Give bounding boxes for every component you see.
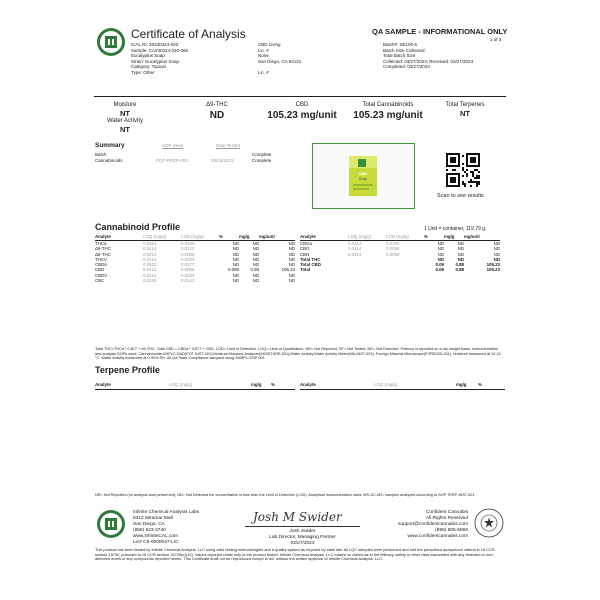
summary-row-batch-status: Complete (252, 152, 272, 157)
mgg-value: ND (252, 272, 259, 278)
percent-value: 0.088 (228, 267, 239, 273)
mgunit-value: ND (288, 262, 295, 268)
summary-col-date: Date Tested (216, 143, 240, 148)
moisture-block: Moisture NT Water Activity NT (106, 102, 144, 134)
loq-value: 0.0414 (143, 267, 157, 273)
table-row (300, 267, 500, 272)
terpene-header-right: Analyte LOQ (mg/g) mg/g % (300, 382, 505, 390)
qr-caption: Scan to see results (437, 193, 484, 199)
header-divider (94, 96, 506, 97)
mgg-value: ND (252, 278, 259, 284)
cannabinoid-rows-left (95, 241, 295, 284)
mgunit-value: ND (288, 251, 295, 257)
lod-value: 0.0122 (181, 246, 195, 252)
header-loq: LOQ (mg/g) (143, 234, 181, 241)
header-percent: % (219, 234, 239, 241)
lod-value: 0.0177 (181, 262, 195, 268)
percent-value: 0.09 (435, 267, 444, 273)
confident-cannabis-seal (474, 508, 504, 538)
header-mgg: mg/g (239, 234, 259, 241)
loq-value: 0.0414 (348, 241, 362, 246)
analyte-name: CBGa (300, 241, 312, 246)
lod-value: 0.0142 (181, 278, 195, 284)
box-brand: CBD (358, 171, 368, 176)
mgg-value: 0.88 (250, 267, 259, 273)
percent-value: ND (437, 246, 444, 252)
table-row (95, 278, 295, 283)
loq-value: 0.0414 (143, 272, 157, 278)
lod-value (386, 267, 424, 272)
cannabinoid-table-right (300, 234, 500, 273)
mgg-value: ND (252, 241, 259, 246)
total-cannabinoids-block: Total Cannabinoids 105.23 mg/unit (353, 102, 423, 121)
mgunit-value: ND (288, 246, 295, 252)
sample-info: ICAL ID: 20230324-020 Sample: CA230324-020-066 Eucalyptus Soap Strain: Eucalyptus Soap Category: Topical Type: Other (131, 42, 189, 75)
mgg-value: ND (252, 256, 259, 262)
lod-value: 0.0100 (386, 241, 400, 246)
summary-row-status: Complete (252, 158, 272, 163)
loq-value: 0.0414 (348, 251, 362, 257)
footer-ical-logo (96, 509, 126, 539)
percent-value: ND (232, 251, 239, 257)
header-loq: LOQ (mg/g) (348, 234, 386, 241)
summary-row-cannabinoids: Cannabinoids (95, 158, 123, 163)
disclaimer: This product has been tested by Infinite Chemical Analysis, LLC using valid testing methodologies and a quality system as required by state law. All LQC samples were performed and met the prescribed acceptance criteria in 16 CCR section 15730, pursuant to 16 CCR section 15726(e)(13). Values reported relate only to the product tested. Infinite Chemical Analysis, LLC makes no claims as to the efficacy, safety or other risks associated with any detected or non-detected levels of any compounds reported herein. This Certificate shall not be reproduced except in full, without the written approval of Infinite Chemical Analysis, LLC. (95, 547, 495, 562)
lod-value: 0.0053 (181, 256, 195, 262)
percent-value: 0.09 (435, 262, 444, 268)
mgg-value: ND (457, 251, 464, 257)
loq-value: 0.0425 (143, 278, 157, 284)
mgg-value: ND (252, 251, 259, 257)
mgunit-value: ND (493, 251, 500, 257)
loq-value: 0.0532 (143, 262, 157, 268)
header-mgunit: mg/unit (259, 234, 295, 241)
mgunit-value: ND (493, 241, 500, 246)
lod-value: 0.0066 (181, 251, 195, 257)
analyte-name: CBD (95, 267, 105, 273)
mgunit-value: 105.23 (281, 267, 295, 273)
analyte-name: Total CBD (300, 262, 321, 268)
percent-value: ND (437, 256, 444, 262)
cbd-block: CBD 105.23 mg/unit (267, 102, 337, 121)
certificate-title: Certificate of Analysis (131, 27, 246, 41)
summary-title: Summary (95, 142, 125, 149)
header-lod: LOD (mg/g) (181, 234, 219, 241)
signer-info: Josh Swider Lab Director, Managing Partner 03/27/2023 (269, 529, 336, 546)
analyte-name: Δ9-THC (95, 246, 111, 252)
loq-value: 0.0481 (143, 241, 157, 246)
analyte-name: THCV (95, 256, 107, 262)
mgg-value: ND (457, 256, 464, 262)
cannabinoid-notes: Total THC=THCa * 0.877 + d9-THC. Total CBD = CBDa * 0.877 + CBD. LOD= Limit of Detection, LOQ= Limit of Quantitation, NR= Not Reported, NT= Not Tested, ND= Not Detected. Potency is reported on a dry weight basis. Instrumentation and analysis SOPs used: Cannabinoids:UHPLC-DAD(POT-INST-001);Moisture:Moisture Analyzer(MOISTURE-001);Water Activity:Water Activity Meter(WA-INST-001); Foreign Material:Microscope(FOREIGN-001). Moisture measured at 10-24 °C. Water Activity measured at 0-90% RH. All QA State Compliance sampled using SAMPL-SOP-001. (95, 347, 501, 361)
total-terpenes-block: Total Terpenes NT (445, 102, 485, 118)
percent-value: ND (232, 278, 239, 284)
analyte-name: CBN (300, 251, 310, 257)
cannabinoid-table-left (95, 234, 295, 283)
analyte-name: Total THC (300, 256, 321, 262)
analyte-name: CBG (300, 246, 310, 252)
mgunit-value: ND (288, 241, 295, 246)
header-lod: LOD (mg/g) (386, 234, 424, 241)
analyte-name: THCa (95, 241, 107, 246)
header-analyte: Analyte (300, 234, 348, 241)
percent-value: ND (232, 246, 239, 252)
d9-thc-block: Δ9-THC ND (206, 102, 228, 121)
percent-value: ND (437, 251, 444, 257)
header-percent: % (424, 234, 444, 241)
mgg-value: ND (457, 241, 464, 246)
terpene-profile-title: Terpene Profile (95, 365, 160, 375)
analyte-name: Total (300, 267, 311, 273)
mgunit-value: ND (288, 278, 295, 284)
percent-value: ND (232, 262, 239, 268)
footer-note: NR= Not Reported (no analysis was performed); ND= Not Detected the concentration is less than the Limit of Detection (LOD). Analytical Instrumentation used: MS-GC-MS; samples analyzed according to SOP TERP-INST-001 (95, 493, 475, 497)
signature-line (245, 526, 360, 527)
client-info: CBD Living Lic. # None San Diego, CA 92121 Lic. # (258, 42, 302, 75)
product-photo (312, 143, 415, 209)
summary-row-sop: POT-PREP-003 (156, 158, 188, 163)
terpene-header-left: Analyte LOQ (mg/g) mg/g % (95, 382, 295, 390)
summary-col-sop: SOP Used (162, 143, 184, 148)
percent-value: ND (232, 256, 239, 262)
percent-value: ND (437, 241, 444, 246)
ical-logo (96, 27, 126, 57)
unit-note: 1 Unit = container, 119.79 g. (424, 226, 487, 232)
lod-value: 0.0089 (386, 251, 400, 257)
mgunit-value: 105.23 (486, 267, 500, 273)
percent-value: ND (232, 241, 239, 246)
page-number: 1 of 3 (490, 37, 502, 42)
mgg-value: ND (457, 246, 464, 252)
confident-cannabis-info: Confident Cannabis All Rights Reserved support@confidentcannabis.com (866) 506-5866 www.confidentcannabis.com (398, 510, 468, 539)
qa-notice: QA SAMPLE - INFORMATIONAL ONLY (372, 27, 508, 36)
mgg-value: 0.88 (455, 262, 464, 268)
header-mgunit: mg/unit (464, 234, 500, 241)
box-label: Soap (358, 177, 368, 181)
cannabinoid-rows-right (300, 241, 500, 273)
header-analyte: Analyte (95, 234, 143, 241)
loq-value: 0.0414 (143, 256, 157, 262)
mgunit-value: ND (288, 272, 295, 278)
lod-value: 0.0056 (386, 246, 400, 252)
mgunit-value: ND (288, 256, 295, 262)
mgunit-value: ND (493, 246, 500, 252)
qr-code[interactable] (446, 153, 480, 187)
analyte-name: CBC (95, 278, 105, 284)
percent-value: ND (232, 272, 239, 278)
summary-row-date: 03/24/2023 (211, 158, 234, 163)
mgunit-value: ND (493, 256, 500, 262)
mgg-value: ND (252, 246, 259, 252)
loq-value: 0.0414 (348, 246, 362, 252)
lab-address: Infinite Chemical Analysis Labs 8312 Miramar Mall San Diego, CA (858) 623-2740 www.infiniteCAL.com Lic# C8-0000047-LIC (133, 510, 200, 545)
mgg-value: ND (252, 262, 259, 268)
signature: Josh M Swider (253, 510, 342, 524)
soap-box (349, 156, 377, 196)
lod-value: 0.0160 (181, 241, 195, 246)
lod-value: 0.0053 (181, 272, 195, 278)
lod-value: 0.0066 (181, 267, 195, 273)
summary-row-batch: Batch (95, 152, 107, 157)
analyte-name: CBDa (95, 262, 107, 268)
loq-value (348, 267, 386, 272)
analyte-name: Δ8-THC (95, 251, 111, 257)
loq-value: 0.0414 (143, 246, 157, 252)
mgunit-value: 105.23 (486, 262, 500, 268)
mgg-value: 0.88 (455, 267, 464, 273)
batch-info: Batch#: SE100-6 Batch Size Collected: Total Batch Size: Collected: 03/27/2023; Received: 03/27/2023 Completed: 03/27/2023 (383, 42, 474, 70)
cannabinoid-profile-title: Cannabinoid Profile (95, 222, 181, 232)
header-mgg: mg/g (444, 234, 464, 241)
analyte-name: CBDV (95, 272, 108, 278)
loq-value: 0.0414 (143, 251, 157, 257)
